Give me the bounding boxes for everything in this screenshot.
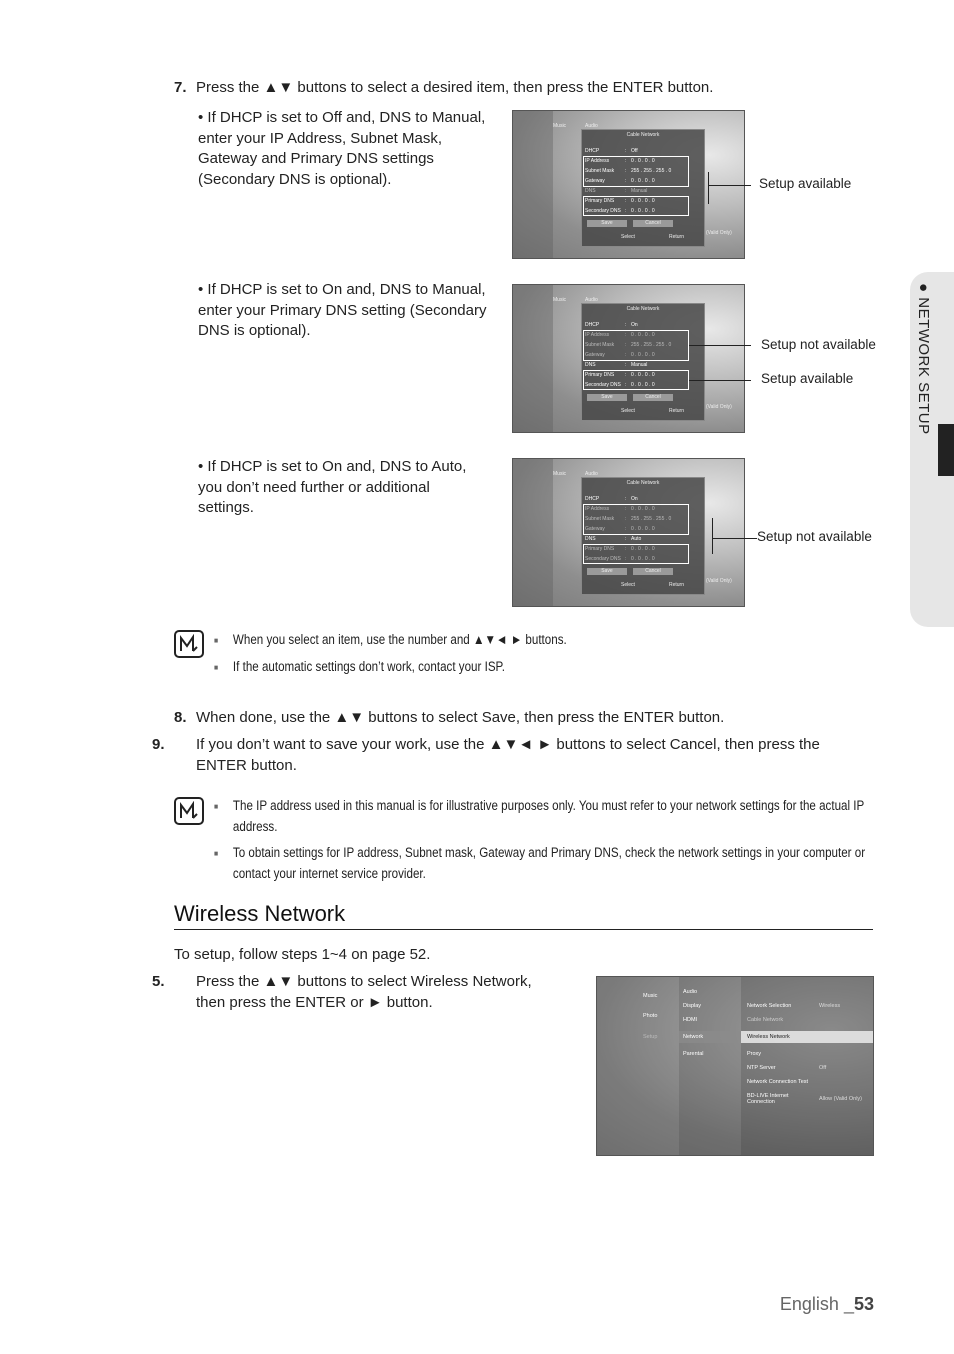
valid-only: (Valid Only) xyxy=(706,404,732,410)
step-text: When done, use the ▲▼ buttons to select Save, then press the ENTER button. xyxy=(196,709,725,726)
step-number: 5. xyxy=(152,973,165,990)
panel-title: Cable Network xyxy=(626,132,660,138)
option-proxy[interactable]: Proxy xyxy=(747,1051,762,1057)
option-ntp-server[interactable]: NTP Server Off xyxy=(747,1065,827,1071)
menu-sidebar xyxy=(513,459,553,606)
save-button[interactable]: Save xyxy=(587,394,627,401)
row-dhcp[interactable]: DHCP : On xyxy=(585,322,638,328)
step-text: Press the ▲▼ buttons to select Wireless Network, then press the ENTER or ► button. xyxy=(196,973,532,1011)
row-gateway[interactable]: Gateway : 0 . 0 . 0 . 0 xyxy=(585,352,655,358)
valid-only: (Valid Only) xyxy=(706,578,732,584)
submenu-parental[interactable]: Parental xyxy=(683,1051,704,1057)
notes-1 xyxy=(214,630,868,683)
step-text: Press the ▲▼ buttons to select a desired item, then press the ENTER button. xyxy=(196,79,714,96)
page-number: 53 xyxy=(853,1294,874,1314)
row-subnet[interactable]: Subnet Mask : 255 . 255 . 255 . 0 xyxy=(585,516,672,522)
section-title: Wireless Network xyxy=(174,901,873,930)
callout-setup-available: Setup available xyxy=(759,176,852,191)
step-number: 7. xyxy=(174,79,187,96)
panel-title: Cable Network xyxy=(626,480,660,486)
row-gateway[interactable]: Gateway : 0 . 0 . 0 . 0 xyxy=(585,178,655,184)
menu-music: Music xyxy=(553,297,567,303)
return-hint: Return xyxy=(669,408,685,414)
menu-audio: Audio xyxy=(585,123,598,129)
save-button[interactable]: Save xyxy=(587,568,627,575)
row-primary-dns[interactable]: Primary DNS : 0 . 0 . 0 . 0 xyxy=(585,198,655,204)
setup-intro: To setup, follow steps 1~4 on page 52. xyxy=(174,946,431,963)
select-hint: Select xyxy=(621,582,635,588)
note-icon xyxy=(174,630,204,658)
menu-sidebar xyxy=(513,285,553,432)
menu-music[interactable]: Music xyxy=(643,993,658,999)
bullet-dhcp-on-manual: • If DHCP is set to On and, DNS to Manual, enter your Primary DNS setting (Secondary DNS is optional). xyxy=(198,281,487,339)
row-ip[interactable]: IP Address : 0 . 0 . 0 . 0 xyxy=(585,158,655,164)
highlight-box xyxy=(583,196,689,216)
note-item: ■ When you select an item, use the number and ▲▼◄ ► buttons. xyxy=(214,630,868,651)
note-icon xyxy=(174,797,204,825)
row-primary-dns[interactable]: Primary DNS : 0 . 0 . 0 . 0 xyxy=(585,546,655,552)
menu-setup[interactable]: Setup xyxy=(643,1034,658,1040)
valid-only: (Valid Only) xyxy=(706,230,732,236)
screenshot-dhcp-on-manual xyxy=(512,284,745,433)
side-tab-label: ● NETWORK SETUP xyxy=(915,283,932,435)
step-number: 8. xyxy=(174,709,187,726)
row-dns[interactable]: DNS : Manual xyxy=(585,362,648,368)
row-ip[interactable]: IP Address : 0 . 0 . 0 . 0 xyxy=(585,332,655,338)
row-secondary-dns[interactable]: Secondary DNS : 0 . 0 . 0 . 0 xyxy=(585,556,655,562)
notes-2 xyxy=(214,796,868,890)
row-dhcp[interactable]: DHCP : On xyxy=(585,496,638,502)
page-footer xyxy=(780,1294,874,1315)
row-subnet[interactable]: Subnet Mask : 255 . 255 . 255 . 0 xyxy=(585,342,672,348)
return-hint: Return xyxy=(669,234,685,240)
menu-music: Music xyxy=(553,123,567,129)
bullet-dhcp-off: • If DHCP is set to Off and, DNS to Manual, enter your IP Address, Subnet Mask, Gateway and Primary DNS settings (Secondary DNS is optional). xyxy=(198,109,486,188)
option-cable-network[interactable]: Cable Network xyxy=(747,1017,784,1023)
row-secondary-dns[interactable]: Secondary DNS : 0 . 0 . 0 . 0 xyxy=(585,382,655,388)
submenu-display[interactable]: Display xyxy=(683,1003,702,1009)
note-item: ■ The IP address used in this manual is for illustrative purposes only. You must refer to your network settings for the actual IP address. xyxy=(214,796,868,837)
note-item: ■ To obtain settings for IP address, Subnet mask, Gateway and Primary DNS, check the network settings in your computer or contact your internet service provider. xyxy=(214,843,868,884)
bullet-dhcp-on-auto: • If DHCP is set to On and, DNS to Auto, you don’t need further or additional settings. xyxy=(198,458,467,516)
submenu-audio[interactable]: Audio xyxy=(683,989,698,995)
highlight-box xyxy=(583,504,689,535)
menu-audio: Audio xyxy=(585,297,598,303)
step-8 xyxy=(174,707,874,728)
note-item: ■ If the automatic settings don’t work, contact your ISP. xyxy=(214,657,868,678)
highlight-box xyxy=(583,156,689,187)
side-tab-marker xyxy=(938,424,954,476)
panel-title: Cable Network xyxy=(626,306,660,312)
highlight-box xyxy=(583,544,689,564)
footer-language: English _ xyxy=(779,1294,854,1314)
save-button[interactable]: Save xyxy=(587,220,627,227)
highlight-box xyxy=(583,370,689,390)
menu-audio: Audio xyxy=(585,471,598,477)
cancel-button[interactable]: Cancel xyxy=(633,394,673,401)
cancel-button[interactable]: Cancel xyxy=(633,568,673,575)
option-wireless-network[interactable]: Wireless Network xyxy=(747,1034,790,1040)
menu-sidebar xyxy=(513,111,553,258)
callout-setup-not-available: Setup not available xyxy=(757,529,872,544)
row-dhcp[interactable]: DHCP : Off xyxy=(585,148,638,154)
callout-setup-not-available: Setup not available xyxy=(761,337,876,352)
step-7 xyxy=(174,77,774,98)
screenshot-dhcp-on-auto xyxy=(512,458,745,607)
row-subnet[interactable]: Subnet Mask : 255 . 255 . 255 . 0 xyxy=(585,168,672,174)
return-hint: Return xyxy=(669,582,685,588)
option-bd-live[interactable]: BD-LIVE Internet Connection Allow (Valid Only) xyxy=(747,1093,862,1105)
select-hint: Select xyxy=(621,234,635,240)
row-dns[interactable]: DNS : Manual xyxy=(585,188,648,194)
row-dns[interactable]: DNS : Auto xyxy=(585,536,642,542)
callout-setup-available: Setup available xyxy=(761,371,854,386)
step-text: If you don’t want to save your work, use the ▲▼◄ ► buttons to select Cancel, then press the ENTER button. xyxy=(196,736,820,774)
submenu-hdmi[interactable]: HDMI xyxy=(683,1017,698,1023)
option-network-selection[interactable]: Network Selection Wireless xyxy=(747,1003,841,1009)
screenshot-wireless-network xyxy=(596,976,874,1156)
submenu-network[interactable]: Network xyxy=(683,1034,704,1040)
step-number: 9. xyxy=(152,736,165,753)
row-secondary-dns[interactable]: Secondary DNS : 0 . 0 . 0 . 0 xyxy=(585,208,655,214)
cancel-button[interactable]: Cancel xyxy=(633,220,673,227)
row-primary-dns[interactable]: Primary DNS : 0 . 0 . 0 . 0 xyxy=(585,372,655,378)
step-5 xyxy=(152,971,564,1013)
row-ip[interactable]: IP Address : 0 . 0 . 0 . 0 xyxy=(585,506,655,512)
option-connection-test[interactable]: Network Connection Test xyxy=(747,1079,809,1085)
row-gateway[interactable]: Gateway : 0 . 0 . 0 . 0 xyxy=(585,526,655,532)
menu-music: Music xyxy=(553,471,567,477)
step-9 xyxy=(152,734,864,776)
select-hint: Select xyxy=(621,408,635,414)
menu-photo[interactable]: Photo xyxy=(643,1013,658,1019)
highlight-box xyxy=(583,330,689,361)
